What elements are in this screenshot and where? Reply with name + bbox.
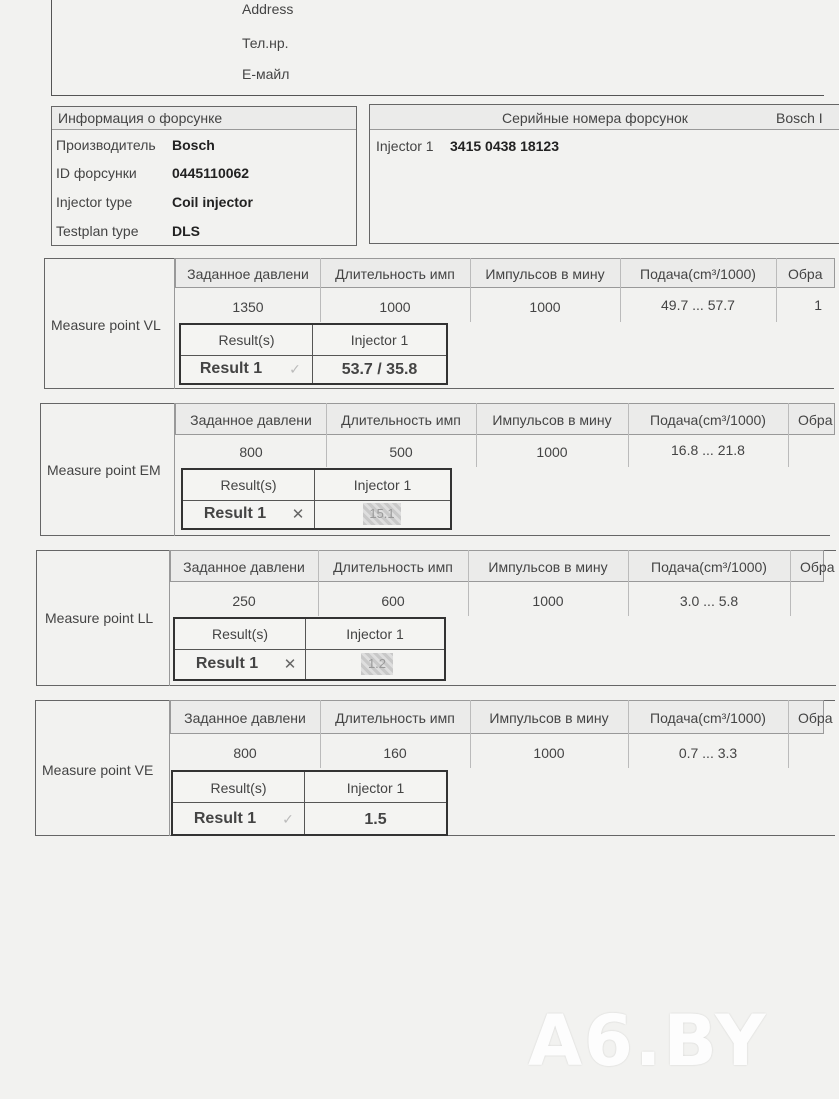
injector-id-value: 0445110062: [172, 165, 250, 181]
ve-delivery: 0.7 ... 3.3: [678, 745, 738, 761]
ll-result-label: Result 1: [195, 655, 259, 672]
ve-pulses: 1000: [533, 745, 565, 761]
measure-point-em-name: Measure point EM: [47, 462, 161, 478]
injector-info-title: Информация о форсунке: [58, 110, 223, 126]
ve-result-value: 1.5: [364, 811, 387, 828]
vl-delivery: 49.7 ... 57.7: [661, 297, 735, 313]
ll-pressure: 250: [232, 593, 256, 609]
serials-box: [369, 104, 839, 244]
vl-injector-header: Injector 1: [350, 332, 409, 348]
ll-result-table: [173, 617, 446, 681]
address-label: Address: [242, 1, 294, 17]
col-pressure-header: Заданное давлени: [190, 412, 312, 428]
vl-pressure: 1350: [232, 299, 264, 315]
em-pressure: 800: [239, 444, 263, 460]
col-duration-header: Длительность имп: [335, 710, 455, 726]
ve-result-header: Result(s): [210, 780, 267, 796]
serial-injector-label: Injector 1: [376, 138, 434, 154]
manufacturer-label: Производитель: [56, 137, 156, 153]
injector-type-label: Injector type: [56, 194, 133, 210]
cross-icon: ✕: [291, 506, 305, 523]
phone-label: Тел.нр.: [242, 35, 289, 51]
em-result-label: Result 1: [203, 505, 267, 522]
serials-title-right: Bosch I: [776, 110, 823, 126]
col-extra-header: Обра: [800, 559, 835, 575]
col-delivery-header: Подача(cm³/1000): [651, 559, 767, 575]
em-pulses: 1000: [536, 444, 568, 460]
injector-type-value: Coil injector: [172, 194, 253, 210]
vl-result-label: Result 1: [199, 360, 263, 377]
serials-title: Серийные номера форсунок: [502, 110, 688, 126]
client-block-left-border: [51, 0, 52, 96]
client-block-bottom-border: [51, 95, 824, 96]
vl-pulses: 1000: [529, 299, 561, 315]
check-icon: ✓: [282, 811, 294, 827]
col-pressure-header: Заданное давлени: [183, 559, 305, 575]
vl-duration: 1000: [379, 299, 411, 315]
serial-injector-value: 3415 0438 18123: [450, 138, 559, 154]
cross-icon: ✕: [283, 656, 297, 673]
col-extra-header: Обра: [798, 710, 833, 726]
manufacturer-value: Bosch: [172, 137, 215, 153]
col-pressure-header: Заданное давлени: [187, 266, 309, 282]
col-duration-header: Длительность имп: [341, 412, 461, 428]
em-injector-header: Injector 1: [353, 477, 412, 493]
ll-duration: 600: [381, 593, 405, 609]
ll-injector-header: Injector 1: [346, 626, 404, 642]
measure-point-ll-name: Measure point LL: [45, 610, 154, 626]
check-icon: ✓: [289, 361, 301, 377]
col-pressure-header: Заданное давлени: [184, 710, 306, 726]
measure-point-ve-name: Measure point VE: [42, 762, 154, 778]
ll-result-value: 1.2: [361, 653, 393, 675]
measure-point-vl-name: Measure point VL: [51, 317, 161, 333]
ve-injector-header: Injector 1: [346, 780, 405, 796]
email-label: Е-майл: [242, 66, 290, 82]
watermark-logo: A6.BY: [528, 1000, 768, 1082]
col-pulses-header: Импульсов в мину: [488, 559, 608, 575]
em-result-header: Result(s): [220, 477, 277, 493]
col-delivery-header: Подача(cm³/1000): [640, 266, 756, 282]
col-delivery-header: Подача(cm³/1000): [650, 710, 766, 726]
ve-result-label: Result 1: [193, 810, 257, 827]
col-pulses-header: Импульсов в мину: [485, 266, 605, 282]
em-result-value: 15.1: [363, 503, 401, 525]
ll-pulses: 1000: [532, 593, 564, 609]
col-delivery-header: Подача(cm³/1000): [650, 412, 766, 428]
col-pulses-header: Импульсов в мину: [489, 710, 609, 726]
ve-result-table: [171, 770, 448, 836]
vl-result-value: 53.7 / 35.8: [341, 361, 418, 378]
ll-delivery: 3.0 ... 5.8: [679, 593, 739, 609]
testplan-type-value: DLS: [172, 223, 200, 239]
vl-extra: 1: [814, 297, 822, 313]
testplan-type-label: Testplan type: [56, 223, 139, 239]
ve-duration: 160: [383, 745, 407, 761]
injector-info-box: [51, 106, 357, 246]
injector-id-label: ID форсунки: [56, 165, 137, 181]
em-delivery: 16.8 ... 21.8: [671, 442, 745, 458]
em-duration: 500: [389, 444, 413, 460]
vl-result-header: Result(s): [218, 332, 275, 348]
em-result-table: [181, 468, 452, 530]
col-extra-header: Обра: [798, 412, 833, 428]
vl-result-table: [179, 323, 448, 385]
ll-result-header: Result(s): [211, 626, 268, 642]
ve-pressure: 800: [233, 745, 257, 761]
col-extra-header: Обра: [788, 266, 823, 282]
col-pulses-header: Импульсов в мину: [492, 412, 612, 428]
col-duration-header: Длительность имп: [333, 559, 453, 575]
col-duration-header: Длительность имп: [335, 266, 455, 282]
